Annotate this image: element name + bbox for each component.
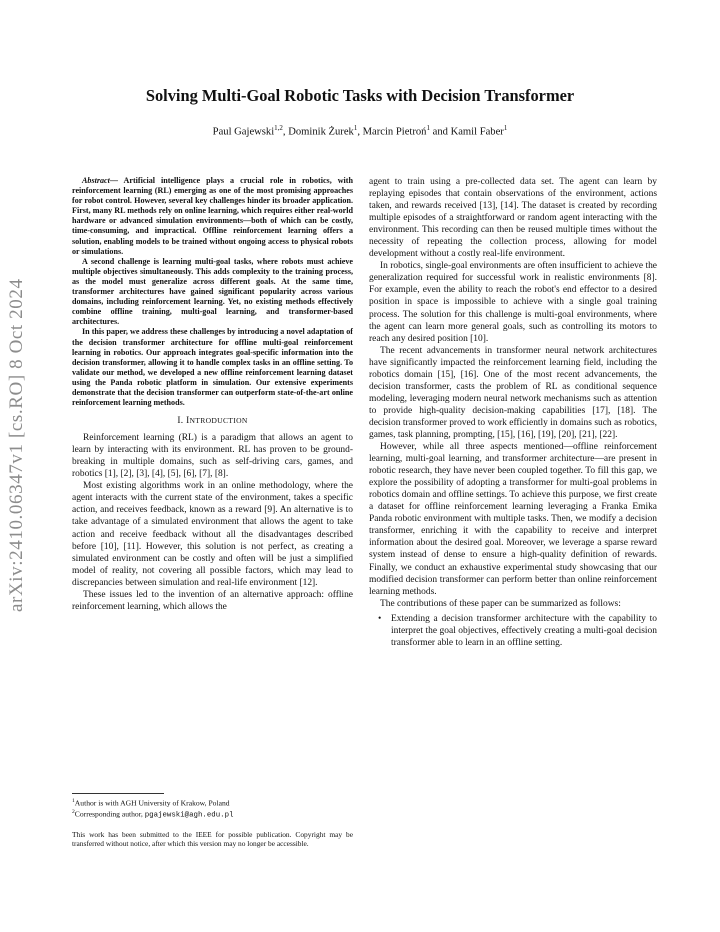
author-affiliation-mark: 1 (426, 124, 430, 132)
footnote-affiliation (72, 797, 353, 808)
author-name: Dominik Żurek (288, 126, 354, 138)
body-paragraph: The contributions of these paper can be summarized as follows: (380, 598, 621, 609)
section-heading-introduction (72, 416, 353, 426)
author-name: Paul Gajewski (212, 126, 275, 138)
body-paragraph: The recent advancements in transformer neural network architectures have significantly impacted the reinforcement learning field, including the robotics domain [15], [16]. One of the most recent advancements, the decision transformer, casts the problem of RL as conditional sequence modeling, leveraging modern neural network mechanisms such as attention to provide high-quality decision-making capabilities [17], [18]. The decision transformer proved to work efficiently in domains such as robotics, games, task planning, prompting, [15], [16], [19], [20], [21], [22]. (369, 345, 657, 440)
abstract-dash: — (109, 176, 124, 185)
section-title-rest: NTRODUCTION (189, 416, 248, 426)
body-paragraph: However, while all three aspects mentioned—offline reinforcement learning, multi-goal learning, and transformer architecture—are present in robotic research, they have never been coupled together. To fill this gap, we explore the possibility of adopting a transformer for multi-goal problems in robotics domain and offline settings. To achieve this purpose, we first create a dataset for offline reinforcement learning leveraging a Franka Emika Panda robotic environment with multiple tasks. Then, we modify a decision transformer, enriching it with the capability to receive and interpret information about the desired goal. Moreover, we leverage a sparse reward system instead of dense to ensure a high-quality definition of rewards. Finally, we conduct an exhaustive experimental study showcasing that our modified decision transformer can perform better than online reinforcement learning methods. (369, 442, 657, 597)
author-name: Kamil Faber (450, 126, 504, 138)
footnote-mark: 2 (72, 809, 75, 816)
contribution-list (369, 613, 657, 649)
bullet-icon: • (378, 613, 382, 624)
abstract-label: Abstract (82, 176, 110, 185)
abstract-paragraph: A second challenge is learning multi-goal tasks, where robots must achieve multiple objectives simultaneously. This adds complexity to the training process, as the model must generalize across different goals. At the same time, transformer architectures have gained significant popularity across various domains, including reinforcement learning. Yet, no existing methods effectively combine offline training, multi-goal learning, and transformer-based architectures. (72, 256, 353, 327)
body-paragraph: Most existing algorithms work in an online methodology, where the agent interacts with the current state of the environment, takes a specific action, and receives feedback, known as a reward [9]. An alternative is to take advantage of a simulated environment that allows the agent to take action and receive feedback without all the disadvantages described before [10], [11]. However, this solution is not perfect, as creating a simulated environment can be costly and often will be just a simplified model of reality, not covering all possible factors, which may lead to discrepancies between simulation and real-life environment [12]. (72, 481, 353, 588)
section-numeral: I. (177, 416, 187, 427)
body-paragraph: These issues led to the invention of an alternative approach: offline reinforcement learning, which allows the (72, 589, 353, 612)
body-paragraph: agent to train using a pre-collected data set. The agent can learn by replaying episodes that contain observations of the environment, actions taken, and rewards received [13], [14]. The dataset is created by recording multiple episodes of a straightforward or random agent interacting with the environment. This recording can then be reused multiple times without the necessity of repeating the collection process, allowing for model development without a costly real-life environment. (369, 177, 657, 260)
section-title-initial: I (186, 416, 190, 427)
footnote-text: Corresponding author, (74, 809, 145, 819)
abstract-paragraph (72, 176, 353, 257)
paper-title: Solving Multi-Goal Robotic Tasks with Decision Transformer (145, 86, 575, 105)
right-column (369, 176, 657, 649)
author-separator: and (429, 126, 451, 138)
contribution-item (369, 613, 657, 649)
footnote-mark: 1 (72, 798, 75, 804)
contribution-text: Extending a decision transformer architecture with the capability to interpret the goal objectives, effectively creating a multi-goal decision transformer able to learn in an offline setting. (391, 613, 657, 648)
introduction-body-left (72, 432, 353, 613)
left-column (72, 176, 353, 613)
corresponding-email-link[interactable]: pgajewski@agh.edu.pl (144, 811, 234, 820)
footnote-divider (72, 793, 164, 794)
body-paragraph: In robotics, single-goal environments are often insufficient to achieve the generalization required for successful work in realistic environments [8]. For example, even the ability to reach the robot's end effector to a desired position in space is impossible to achieve with a single goal training process. The solution for this challenge is multi-goal environments, where the agent can learn more general goals, such as controlling its motors to reach any desired position [10]. (369, 261, 657, 344)
ieee-submission-notice: This work has been submitted to the IEEE for possible publication. Copyright may be transferred without notice, after which this version may no longer be accessible. (72, 830, 353, 849)
arxiv-identifier-stamp: arXiv:2410.06347v1 [cs.RO] 8 Oct 2024 (6, 278, 27, 612)
author-list (60, 124, 660, 138)
abstract-text: Artificial intelligence plays a crucial role in robotics, with reinforcement learning (RL) emerging as one of the most promising approaches for robot control. However, several key challenges hinder its broader application. First, many RL methods rely on online learning, which requires either real-world hardware or advanced simulation environments—both of which can be costly, time-consuming, and impractical. Offline reinforcement learning offers a solution, enabling models to be trained without ongoing access to physical robots or simulations. (72, 176, 354, 256)
author-affiliation-mark: 1 (353, 124, 358, 132)
footnote-corresponding (72, 808, 353, 821)
footnote-text: Author is with AGH University of Krakow, Poland (74, 798, 230, 808)
footnotes (72, 797, 353, 821)
author-affiliation-mark: 1 (503, 124, 508, 132)
author-affiliation-mark: 1,2 (274, 124, 283, 132)
author-separator: , (282, 126, 289, 138)
author-name: Marcin Pietroń (362, 126, 427, 138)
author-separator: , (357, 126, 363, 138)
body-paragraph: Reinforcement learning (RL) is a paradigm that allows an agent to learn by interacting with its environment. RL has proven to be ground-breaking in multiple domains, such as self-driving cars, games, and robotics [1], [2], [3], [4], [5], [6], [7], [8]. (72, 433, 353, 480)
abstract (72, 176, 353, 408)
abstract-paragraph: In this paper, we address these challenges by introducing a novel adaptation of the decision transformer architecture for offline multi-goal reinforcement learning in robotics. Our approach integrates goal-specific information into the decision transformer, allowing it to handle complex tasks in an offline setting. To validate our method, we developed a new offline reinforcement learning dataset using the Panda robotic platform in simulation. Our extensive experiments demonstrate that the decision transformer can outperform state-of-the-art online reinforcement learning methods. (72, 327, 353, 408)
introduction-body-right (369, 176, 657, 649)
